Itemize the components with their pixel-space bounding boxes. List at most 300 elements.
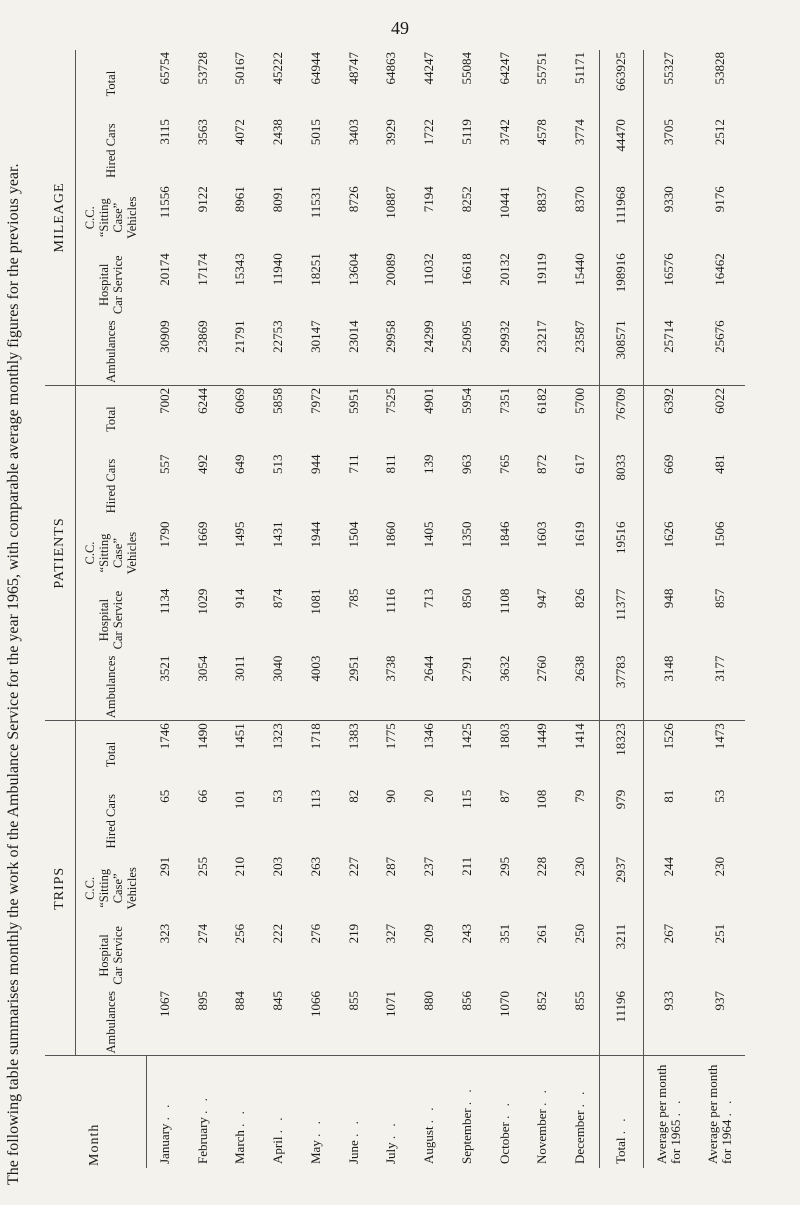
row-label — [410, 1056, 448, 1168]
row-label-text: March — [232, 1130, 248, 1164]
col-mileage-hired-cars: Hired Cars — [104, 123, 118, 178]
table-cell: 274 — [194, 923, 210, 944]
table-cell: 4578 — [534, 119, 550, 146]
table-cell: 5951 — [345, 387, 361, 414]
table-cell: 874 — [270, 588, 286, 609]
table-cell: 5015 — [307, 119, 323, 146]
table-cell: 1490 — [194, 723, 210, 750]
table-cell: 23869 — [184, 318, 222, 385]
table-cell: 7194 — [421, 186, 437, 213]
table-cell: 23014 — [335, 318, 373, 385]
row-label — [184, 1056, 222, 1168]
table-cell: 557 — [156, 454, 172, 474]
table-cell: 87 — [496, 789, 512, 803]
table-cell: 880 — [410, 989, 448, 1056]
table-cell: 65 — [156, 789, 172, 803]
col-mileage-total: Total — [104, 70, 118, 97]
leader-dots: . . — [270, 1114, 286, 1134]
table-cell: 1350 — [458, 521, 474, 548]
leader-dots: . . — [613, 1115, 629, 1135]
table-cell: 82 — [345, 789, 361, 803]
table-cell: 76709 — [599, 385, 644, 452]
row-label — [259, 1056, 297, 1168]
table-cell: 115 — [458, 789, 474, 809]
table-cell: 308571 — [599, 318, 644, 385]
col-patients-total: Total — [104, 406, 118, 432]
table-cell: 947 — [534, 588, 550, 609]
row-label-text: July — [383, 1142, 399, 1164]
row-label — [561, 1056, 599, 1168]
table-cell: 1070 — [486, 989, 524, 1056]
table-cell: 16462 — [711, 253, 727, 286]
table-cell: 25676 — [695, 318, 745, 385]
table-cell: 3521 — [146, 654, 184, 721]
table-cell: 1746 — [156, 723, 172, 750]
table-cell: 1626 — [661, 521, 677, 548]
table-cell: 237 — [421, 856, 437, 877]
table-cell: 17174 — [194, 253, 210, 286]
table-cell: 29958 — [373, 318, 411, 385]
table-cell: 3774 — [571, 119, 587, 146]
table-row — [335, 50, 373, 1168]
leader-dots: . . — [345, 1118, 361, 1137]
table-cell: 13604 — [345, 253, 361, 286]
leader-dots: . . — [421, 1104, 437, 1124]
table-cell: 50167 — [232, 52, 248, 85]
table-cell: 251 — [711, 923, 727, 944]
table-cell: 4072 — [232, 119, 248, 146]
table-cell: 857 — [711, 588, 727, 609]
table-cell: 25095 — [448, 318, 486, 385]
table-row — [448, 50, 486, 1168]
table-cell: 255 — [194, 856, 210, 877]
table-cell: 9176 — [711, 186, 727, 213]
table-cell: 669 — [661, 454, 677, 474]
table-cell: 19119 — [534, 253, 550, 286]
col-patients-hired-cars: Hired Cars — [104, 458, 118, 514]
row-label — [222, 1056, 260, 1168]
table-cell: 8033 — [599, 452, 644, 519]
table-cell: 3177 — [695, 654, 745, 721]
table-cell: 895 — [184, 989, 222, 1056]
table-cell: 23217 — [524, 318, 562, 385]
row-label — [373, 1056, 411, 1168]
table-cell: 963 — [458, 454, 474, 474]
table-cell: 3040 — [259, 654, 297, 721]
row-label-text: February — [194, 1117, 210, 1164]
table-cell: 1722 — [421, 119, 437, 146]
table-cell: 64863 — [383, 52, 399, 85]
table-cell: 1449 — [534, 723, 550, 750]
table-cell: 20089 — [383, 253, 399, 286]
table-cell: 8370 — [571, 186, 587, 213]
table-cell: 513 — [270, 454, 286, 474]
table-cell: 845 — [259, 989, 297, 1056]
table-cell: 933 — [644, 989, 695, 1056]
table-cell: 53728 — [194, 52, 210, 85]
table-cell: 139 — [421, 454, 437, 474]
table-cell: 1071 — [373, 989, 411, 1056]
table-cell: 3115 — [156, 119, 172, 145]
table-cell: 6392 — [661, 387, 677, 414]
table-cell: 3563 — [194, 119, 210, 146]
leader-dots: . . — [571, 1088, 587, 1108]
table-cell: 351 — [496, 923, 512, 944]
table-cell: 2638 — [561, 654, 599, 721]
table-cell: 944 — [307, 454, 323, 474]
table-cell: 327 — [383, 923, 399, 944]
table-cell: 850 — [458, 588, 474, 609]
row-label — [146, 1056, 184, 1168]
table-cell: 1495 — [232, 521, 248, 548]
table-cell: 16618 — [458, 253, 474, 286]
table-cell: 210 — [232, 856, 248, 877]
group-header-patients: PATIENTS — [45, 385, 76, 720]
page-number: 49 — [391, 18, 409, 38]
table-cell: 6069 — [232, 387, 248, 414]
table-cell: 6022 — [711, 387, 727, 414]
table-cell: 1405 — [421, 521, 437, 548]
table-cell: 1431 — [270, 521, 286, 548]
table-cell: 8837 — [534, 186, 550, 213]
col-trips-hired-cars: Hired Cars — [104, 794, 118, 849]
table-row — [184, 50, 222, 1168]
table-cell: 22753 — [259, 318, 297, 385]
table-row — [695, 50, 745, 1168]
table-cell: 66 — [194, 789, 210, 803]
row-label — [644, 1056, 695, 1168]
table-cell: 53 — [270, 789, 286, 803]
table-cell: 1067 — [146, 989, 184, 1056]
table-cell: 1846 — [496, 521, 512, 548]
table-cell: 4901 — [421, 387, 437, 414]
row-label-text: May — [307, 1140, 323, 1164]
table-cell: 20132 — [496, 253, 512, 286]
table-cell: 1134 — [156, 588, 172, 615]
table-cell: 65754 — [156, 52, 172, 85]
table-row — [524, 50, 562, 1168]
table-cell: 10441 — [496, 186, 512, 219]
table-cell: 1323 — [270, 723, 286, 750]
table-cell: 7351 — [496, 387, 512, 414]
table-cell: 2951 — [335, 654, 373, 721]
table-cell: 18251 — [307, 253, 323, 286]
table-cell: 81 — [661, 789, 677, 803]
table-cell: 23587 — [561, 318, 599, 385]
table-cell: 1346 — [421, 723, 437, 750]
table-cell: 287 — [383, 856, 399, 877]
table-caption: The following table summarises monthly the work of the Ambulance Service for the year 1965, with comparable average monthly figures for the previous year. — [5, 163, 22, 1185]
row-label-text: April — [270, 1136, 286, 1164]
leader-dots: . . — [534, 1087, 550, 1106]
table-cell: 1425 — [458, 723, 474, 750]
table-cell: 219 — [345, 923, 361, 944]
leader-dots: . . — [458, 1086, 474, 1106]
row-label-text: June — [345, 1140, 361, 1164]
table-cell: 55327 — [661, 52, 677, 85]
table-row — [561, 50, 599, 1168]
table-cell: 16576 — [661, 253, 677, 286]
table-cell: 5858 — [270, 387, 286, 414]
table-cell: 785 — [345, 588, 361, 609]
table-cell: 15343 — [232, 253, 248, 286]
table-cell: 5700 — [571, 387, 587, 414]
month-header: Month — [45, 1056, 146, 1168]
table-cell: 1860 — [383, 521, 399, 548]
table-cell: 7002 — [156, 387, 172, 414]
table-cell: 24299 — [410, 318, 448, 385]
table-cell: 244 — [661, 856, 677, 877]
col-mileage-hospital-car: Hospital Car Service — [97, 255, 125, 315]
group-header-row — [45, 50, 76, 1168]
col-trips-ambulances: Ambulances — [76, 989, 147, 1056]
table-cell: 1790 — [156, 521, 172, 548]
table-cell: 211 — [458, 856, 474, 876]
table-cell: 9330 — [661, 186, 677, 213]
table-cell: 55751 — [534, 52, 550, 85]
table-cell: 8961 — [232, 186, 248, 213]
table-cell: 1116 — [383, 588, 399, 614]
table-cell: 10887 — [383, 186, 399, 219]
table-cell: 1775 — [383, 723, 399, 750]
table-cell: 209 — [421, 923, 437, 944]
table-cell: 53828 — [711, 52, 727, 85]
table-cell: 765 — [496, 454, 512, 474]
table-cell: 1414 — [571, 723, 587, 750]
table-cell: 884 — [222, 989, 260, 1056]
table-cell: 855 — [335, 989, 373, 1056]
table-cell: 3211 — [599, 922, 644, 989]
table-cell: 261 — [534, 923, 550, 944]
row-label-text: August — [421, 1126, 437, 1164]
table-cell: 663925 — [599, 50, 644, 117]
leader-dots: . . — [157, 1101, 173, 1121]
table-cell: 222 — [270, 923, 286, 944]
row-label-text: December — [571, 1110, 587, 1164]
row-label-text: October — [496, 1122, 512, 1164]
table-cell: 45222 — [270, 52, 286, 85]
table-row — [373, 50, 411, 1168]
leader-dots: . . — [194, 1095, 210, 1114]
table-cell: 3148 — [644, 654, 695, 721]
table-cell: 37783 — [599, 654, 644, 721]
table-cell: 9122 — [194, 186, 210, 213]
table-cell: 2760 — [524, 654, 562, 721]
table-cell: 30909 — [146, 318, 184, 385]
table-cell: 101 — [232, 789, 248, 810]
table-cell: 855 — [561, 989, 599, 1056]
table-row — [297, 50, 335, 1168]
table-cell: 4003 — [297, 654, 335, 721]
table-cell: 18323 — [599, 721, 644, 788]
col-mileage-sitting-case: C.C. “Sitting Case” Vehicles — [83, 196, 139, 239]
table-cell: 256 — [232, 923, 248, 944]
table-cell: 872 — [534, 454, 550, 474]
table-cell: 8091 — [270, 186, 286, 213]
col-trips-total: Total — [104, 741, 118, 768]
table-cell: 3738 — [373, 654, 411, 721]
table-cell: 5954 — [458, 387, 474, 414]
table-cell: 30147 — [297, 318, 335, 385]
table-row — [644, 50, 695, 1168]
table-cell: 53 — [711, 789, 727, 803]
table-cell: 3742 — [496, 119, 512, 146]
table-cell: 1619 — [571, 521, 587, 548]
table-body — [146, 50, 745, 1168]
table-cell: 263 — [307, 856, 323, 877]
row-label — [695, 1056, 745, 1168]
table-cell: 25714 — [644, 318, 695, 385]
table-cell: 3929 — [383, 119, 399, 146]
table-row — [599, 50, 644, 1168]
table-cell: 243 — [458, 923, 474, 944]
table-cell: 1029 — [194, 588, 210, 615]
row-label-text: Average per month for 1964 — [704, 1064, 734, 1164]
table-cell: 198916 — [599, 251, 644, 318]
col-patients-hospital-car: Hospital Car Service — [97, 590, 125, 650]
table-cell: 7525 — [383, 387, 399, 414]
table-cell: 90 — [383, 789, 399, 803]
table-cell: 5119 — [458, 119, 474, 145]
table-row — [259, 50, 297, 1168]
table-row — [486, 50, 524, 1168]
table-cell: 492 — [194, 454, 210, 474]
table-cell: 227 — [345, 856, 361, 877]
table-cell: 20174 — [156, 253, 172, 286]
group-header-mileage: MILEAGE — [45, 50, 76, 385]
row-label-text: Total — [613, 1137, 629, 1164]
table-cell: 291 — [156, 856, 172, 877]
table-cell: 295 — [496, 856, 512, 877]
table-cell: 852 — [524, 989, 562, 1056]
table-cell: 250 — [571, 923, 587, 944]
table-cell: 44470 — [599, 117, 644, 184]
table-cell: 1669 — [194, 521, 210, 548]
table-cell: 1718 — [307, 723, 323, 750]
row-label — [599, 1056, 644, 1168]
table-row — [410, 50, 448, 1168]
table-cell: 230 — [711, 856, 727, 877]
table-cell: 3403 — [345, 119, 361, 146]
table-cell: 1451 — [232, 723, 248, 750]
table-cell: 713 — [421, 588, 437, 609]
table-cell: 6182 — [534, 387, 550, 414]
table-cell: 3011 — [222, 654, 260, 721]
table-cell: 64247 — [496, 52, 512, 85]
table-row — [146, 50, 184, 1168]
row-label-text: November — [534, 1109, 550, 1164]
table-cell: 11377 — [599, 587, 644, 654]
table-cell: 856 — [448, 989, 486, 1056]
rotated-table-container — [45, 50, 745, 1168]
table-cell: 2512 — [711, 119, 727, 146]
table-cell: 1081 — [307, 588, 323, 615]
table-cell: 228 — [534, 856, 550, 877]
ambulance-service-table — [45, 50, 745, 1168]
table-cell: 1603 — [534, 521, 550, 548]
table-cell: 1526 — [661, 723, 677, 750]
table-cell: 481 — [711, 454, 727, 474]
table-cell: 1473 — [711, 723, 727, 750]
col-patients-sitting-case: C.C. “Sitting Case” Vehicles — [83, 531, 139, 575]
table-cell: 1383 — [345, 723, 361, 750]
table-cell: 267 — [661, 923, 677, 944]
table-cell: 617 — [571, 454, 587, 474]
table-cell: 111968 — [599, 184, 644, 251]
table-cell: 203 — [270, 856, 286, 877]
table-cell: 3054 — [184, 654, 222, 721]
table-cell: 44247 — [421, 52, 437, 85]
table-cell: 1803 — [496, 723, 512, 750]
table-cell: 914 — [232, 588, 248, 609]
col-trips-hospital-car: Hospital Car Service — [97, 926, 125, 985]
table-cell: 937 — [695, 989, 745, 1056]
table-cell: 15440 — [571, 253, 587, 286]
row-label-text: January — [157, 1123, 173, 1164]
table-cell: 323 — [156, 923, 172, 944]
table-cell: 230 — [571, 856, 587, 877]
table-cell: 79 — [571, 789, 587, 803]
table-cell: 8726 — [345, 186, 361, 213]
table-cell: 11196 — [599, 989, 644, 1056]
row-label-text: Average per month for 1965 — [654, 1064, 684, 1164]
table-cell: 1944 — [307, 521, 323, 548]
table-cell: 11940 — [270, 253, 286, 286]
table-cell: 48747 — [345, 52, 361, 85]
col-mileage-ambulances: Ambulances — [76, 318, 147, 385]
table-cell: 20 — [421, 789, 437, 803]
table-cell: 2937 — [599, 855, 644, 922]
table-cell: 6244 — [194, 387, 210, 414]
table-cell: 2644 — [410, 654, 448, 721]
col-trips-sitting-case: C.C. “Sitting Case” Vehicles — [83, 867, 139, 910]
table-cell: 11032 — [421, 253, 437, 286]
table-cell: 948 — [661, 588, 677, 609]
leader-dots: . . — [307, 1118, 323, 1137]
table-cell: 64944 — [307, 52, 323, 85]
row-label — [448, 1056, 486, 1168]
table-cell: 826 — [571, 588, 587, 609]
table-cell: 649 — [232, 454, 248, 474]
row-label — [524, 1056, 562, 1168]
table-cell: 7972 — [307, 387, 323, 414]
table-cell: 55084 — [458, 52, 474, 85]
table-cell: 51171 — [571, 52, 587, 85]
table-row — [222, 50, 260, 1168]
table-cell: 11531 — [307, 186, 323, 219]
table-cell: 2438 — [270, 119, 286, 146]
table-cell: 1504 — [345, 521, 361, 548]
table-cell: 3705 — [661, 119, 677, 146]
table-cell: 711 — [345, 454, 361, 474]
table-cell: 8252 — [458, 186, 474, 213]
table-cell: 979 — [599, 788, 644, 855]
table-cell: 11556 — [156, 186, 172, 219]
table-cell: 108 — [534, 789, 550, 810]
group-header-trips: TRIPS — [45, 721, 76, 1056]
table-cell: 1066 — [297, 989, 335, 1056]
leader-dots: . . — [668, 1097, 684, 1117]
table-cell: 3632 — [486, 654, 524, 721]
table-cell: 276 — [307, 923, 323, 944]
leader-dots: . . — [718, 1097, 734, 1117]
table-cell: 1108 — [496, 588, 512, 615]
table-cell: 19516 — [599, 520, 644, 587]
leader-dots: . . — [383, 1120, 399, 1140]
row-label-text: September — [458, 1108, 474, 1164]
leader-dots: . . — [496, 1100, 512, 1119]
table-cell: 21791 — [222, 318, 260, 385]
